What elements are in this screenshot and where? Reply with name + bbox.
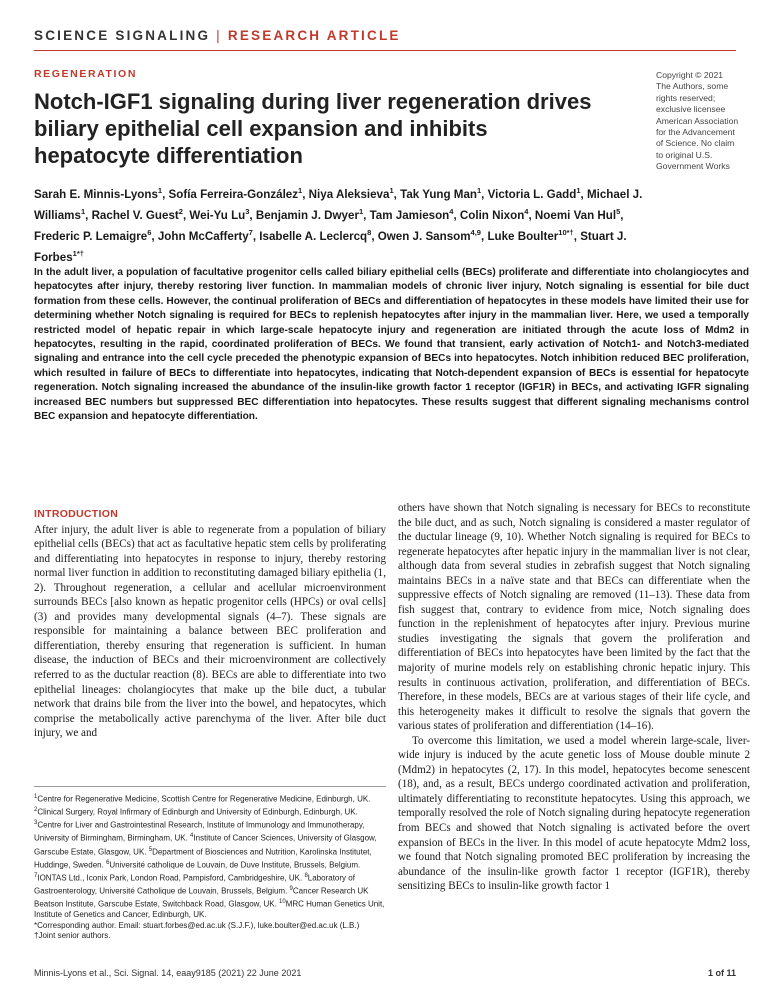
author-name: Benjamin J. Dwyer (255, 208, 359, 222)
author-affiliation-mark: 1*† (72, 248, 84, 258)
header-separator: | (216, 28, 222, 43)
author-name: John McCafferty (157, 229, 249, 243)
author-affiliation-mark: 4 (449, 206, 454, 216)
affiliation-text: IONTAS Ltd., Iconix Park, London Road, Pampisford, Cambridgeshire, UK. (37, 873, 305, 883)
author-affiliation-mark: 4,9 (470, 227, 481, 237)
copyright-line: American Association (656, 115, 739, 126)
footnote-rule (34, 786, 386, 787)
author-name: Wei-Yu Lu (189, 208, 246, 222)
author-name: Isabelle A. Leclercq (259, 229, 368, 243)
left-column (34, 507, 386, 741)
affiliation-text: Department of Biosciences and Nutrition, Karolinska Institutet, Huddinge, Sweden. (34, 847, 372, 870)
author-affiliation-mark: 1 (358, 206, 364, 216)
abstract: In the adult liver, a population of facultative progenitor cells called biliary epithelial cells (BECs) proliferate and differentiate into cholangiocytes and hepatocytes after injury, thereby restoring liver function. In mammalian models of chronic liver injury, Notch signaling is essential for bile duct formation from these cells. However, the continual proliferation of BECs and differentiation of hepatocytes in these models have limited their use for determining whether Notch signaling is required for BECs to replenish hepatocytes after injury in the mammalian liver. Here, we used a temporally restricted model of hepatic repair in which large-scale hepatocyte injury and regeneration are initiated through the acute loss of Mdm2 in hepatocytes, resulting in the rapid, coordinated proliferation of BECs. We found that transient, early activation of Notch1- and Notch3-mediated signaling and entrance into the cell cycle preceded the phenotypic expansion of BECs into hepatocytes. Notch inhibition reduced BEC proliferation, which resulted in failure of BECs to differentiate into hepatocytes, indicating that Notch-dependent expansion of BECs is essential for hepatocyte regeneration. Notch signaling increased the abundance of the insulin-like growth factor 1 receptor (IGF1R) in BECs, and activating IGFR signaling increased BEC numbers but suppressed BEC differentiation into hepatocytes. These results suggest that different signaling mechanisms control BEC expansion and hepatocyte differentiation. (34, 267, 749, 423)
author-name: Frederic P. Lemaigre (34, 229, 148, 243)
affiliation-text: Clinical Surgery, Royal Infirmary of Edinburgh and University of Edinburgh, Edinburgh, UK. (37, 807, 358, 817)
copyright-notice (656, 70, 756, 173)
affiliation-text: MRC Human Genetics Unit, Institute of Genetics and Cancer, Edinburgh, UK. (34, 899, 385, 920)
journal-name: SCIENCE SIGNALING (34, 28, 211, 43)
author-list: Sarah E. Minnis-Lyons$^1$, Sofía Ferreira-González$^1$, Niya Aleksieva$^1$, Tak Yung Man$^1$, Victoria L. Gadd$^1$, Michael J. Williams$^1$, Rachel V. Guest$^2$, Wei-Yu Lu$^3$, Benjamin J. Dwyer$^1$, Tam Jamieson$^4$, Colin Nixon$^4$, Noemi Van Hul$^5$, Frederic P. Lemaigre$^6$, John McCafferty$^7$, Isabelle A. Leclercq$^8$, Owen J. Sansom$^{4,9}$, Luke Boulter$^{10*\dagger}$, Stuart J. Forbes$^{1*\dagger}$ (34, 186, 643, 264)
affiliation-mark: 8 (304, 872, 308, 879)
copyright-line: to original U.S. (656, 149, 713, 160)
author-name: Stuart J. Forbes (34, 229, 627, 264)
author-affiliation-mark: 7 (248, 227, 253, 237)
author-affiliation-mark: 5 (616, 206, 621, 216)
page-number: 1 of 11 (707, 968, 736, 978)
author-affiliation-mark: 1 (157, 186, 163, 195)
affiliation-text: Centre for Regenerative Medicine, Scottish Centre for Regenerative Medicine, Edinburgh, UK. (37, 794, 371, 804)
affiliation-text: Cancer Research UK Beatson Institute, Garscube Estate, Switchback Road, Glasgow, UK. (34, 886, 369, 909)
title-line: Notch-IGF1 signaling during liver regeneration drives (34, 89, 592, 114)
affiliation-mark: 4 (190, 833, 194, 840)
affiliation-mark: 2 (34, 807, 38, 814)
affiliation-list (34, 792, 386, 921)
author-affiliation-mark: 10*† (558, 227, 574, 237)
right-column (398, 501, 750, 894)
author-name: Tam Jamieson (369, 208, 450, 222)
affiliation-mark: 9 (289, 886, 293, 893)
joint-senior-note: †Joint senior authors. (34, 931, 111, 941)
section-tag: REGENERATION (34, 68, 138, 80)
journal-header (34, 28, 401, 43)
author-affiliation-mark: 1 (80, 206, 86, 216)
copyright-line: of Science. No claim (656, 138, 735, 149)
copyright-line: The Authors, some (656, 81, 729, 92)
author-name: Niya Aleksieva (308, 187, 390, 201)
copyright-line: Copyright © 2021 (656, 70, 724, 80)
copyright-line: rights reserved; (656, 92, 716, 103)
copyright-line: exclusive licensee (656, 104, 726, 115)
corresponding-author: *Corresponding author. Email: stuart.forbes@ed.ac.uk (S.J.F.), luke.boulter@ed.ac.uk (L.B.) (34, 920, 360, 930)
author-affiliation-mark: 2 (178, 206, 183, 216)
author-name: Noemi Van Hul (534, 208, 617, 222)
author-name: Tak Yung Man (400, 187, 477, 201)
affiliation-mark: 6 (106, 859, 110, 866)
intro-paragraph: After injury, the adult liver is able to regenerate from a population of biliary epithelial cells (BECs) that act as facultative hepatic stem cells by proliferating and differentiating into hepatocytes in response to injury, thereby restoring normal liver function in addition to reconstituting damaged biliary epithelia (1, 2). Throughout regeneration, a cellular and acellular microenvironment surrounds BECs [also known as hepatic progenitor cells (HPCs) or oval cells] (3) and provides many developmental signals (4–7). These signals are responsible for maintaining a balance between BEC proliferation and differentiation, thereby ensuring that regeneration is sufficient. In human disease, the induction of BECs and their microenvironment are collectively referred to as the ductular reaction (8). BECs are able to differentiate into two epithelial lineages: cholangiocytes that make up the bile duct, a tubular network that drains bile from the liver into the bowel, and hepatocytes, which comprise the metabolically active parenchyma of the liver. After bile duct injury, we and (34, 523, 386, 740)
intro-heading: INTRODUCTION (34, 508, 119, 520)
author-affiliation-mark: 8 (367, 227, 372, 237)
intro-paragraph: others have shown that Notch signaling is necessary for BECs to reconstitute the bile duct, and as such, Notch signaling is considered a master regulator of the ductular lineage (9, 10). Whether Notch signaling is required for BECs to regenerate hepatocytes after hepatic injury in the mammalian liver is not clear, although data from several studies in zebrafish suggest that Notch signaling maintains BECs in a naïve state and that BECs can differentiate when the suppressive effects of Notch signaling are removed (11–13). These data from fish suggest that, contrary to evidence from mice, Notch signaling does function in the replenishment of hepatocytes after injury. Previous murine studies investigating the signals that govern the proliferation and differentiation of BECs into hepatocytes have been limited by the fact that the majority of murine models rely on establishing chronic hepatic injury. This results in continuous activation, proliferation, and differentiation of BECs. Therefore, in these models, BECs are at various stages of their life cycle, and this heterogeneity makes it difficult to resolve the signals that govern the various states of proliferation and differentiation (14–16). (398, 502, 750, 733)
author-name: Rachel V. Guest (91, 208, 179, 222)
affiliation-mark: 1 (34, 794, 38, 800)
article-title (34, 88, 634, 169)
affiliation-text: Université catholique de Louvain, de Duve Institute, Brussels, Belgium. (109, 860, 361, 870)
copyright-line: for the Advancement (656, 127, 735, 138)
copyright-line: Government Works (656, 161, 730, 172)
author-affiliation-mark: 6 (147, 227, 152, 237)
author-name: Luke Boulter (487, 229, 559, 243)
author-affiliation-mark: 1 (576, 186, 581, 195)
title-line: hepatocyte differentiation (34, 143, 303, 168)
author-affiliation-mark: 3 (245, 206, 250, 216)
header-rule (34, 50, 736, 51)
author-name: Sarah E. Minnis-Lyons (34, 187, 158, 201)
intro-paragraph: To overcome this limitation, we used a model wherein large-scale, liver-wide injury is induced by the acute genetic loss of Mouse double minute 2 (Mdm2) in hepatocytes (2, 17). In this model, hepatocytes become senescent (18), and, as a result, BECs undergo coordinated activation and proliferation, ultimately differentiating to reconstitute hepatocytes. Using this approach, we temporally resolved the role of Notch signaling during hepatocyte regeneration from BECs and showed that Notch signaling is activated before the overt expansion of BECs in the liver. In this model of acute hepatocyte Mdm2 loss, we found that Notch signaling promoted BEC proliferation by increasing the abundance of the insulin-like growth factor 1 receptor (IGF1R), thereby sensitizing BECs to insulin-like growth factor 1 (398, 734, 750, 893)
affiliation-mark: 7 (34, 872, 38, 879)
author-name: Colin Nixon (459, 208, 525, 222)
affiliation-text: Centre for Liver and Gastrointestinal Research, Institute of Immunology and Immunotherapy, University of Birmingham, Birmingham, UK. (34, 820, 365, 844)
author-name: Sofía Ferreira-González (168, 187, 299, 201)
author-name: Victoria L. Gadd (487, 187, 577, 201)
author-name: Michael J. Williams (34, 187, 643, 222)
author-affiliation-mark: 1 (389, 186, 394, 195)
citation: Minnis-Lyons et al., Sci. Signal. 14, eaay9185 (2021) 22 June 2021 (34, 968, 302, 978)
author-name: Owen J. Sansom (377, 229, 471, 243)
affiliations (34, 792, 386, 942)
author-affiliation-mark: 1 (476, 186, 482, 195)
affiliation-text: Laboratory of Gastroenterology, Université Catholique de Louvain, Brussels, Belgium. (34, 873, 355, 896)
title-line: biliary epithelial cell expansion and inhibits (34, 116, 488, 141)
author-affiliation-mark: 4 (524, 206, 529, 216)
article-type: RESEARCH ARTICLE (227, 28, 401, 43)
affiliation-mark: 10 (279, 899, 286, 906)
affiliation-mark: 5 (148, 846, 153, 853)
affiliation-text: Institute of Cancer Sciences, University of Glasgow, Garscube Estate, Glasgow, UK. (34, 834, 377, 857)
author-affiliation-mark: 1 (298, 186, 303, 195)
affiliation-mark: 3 (34, 820, 38, 827)
